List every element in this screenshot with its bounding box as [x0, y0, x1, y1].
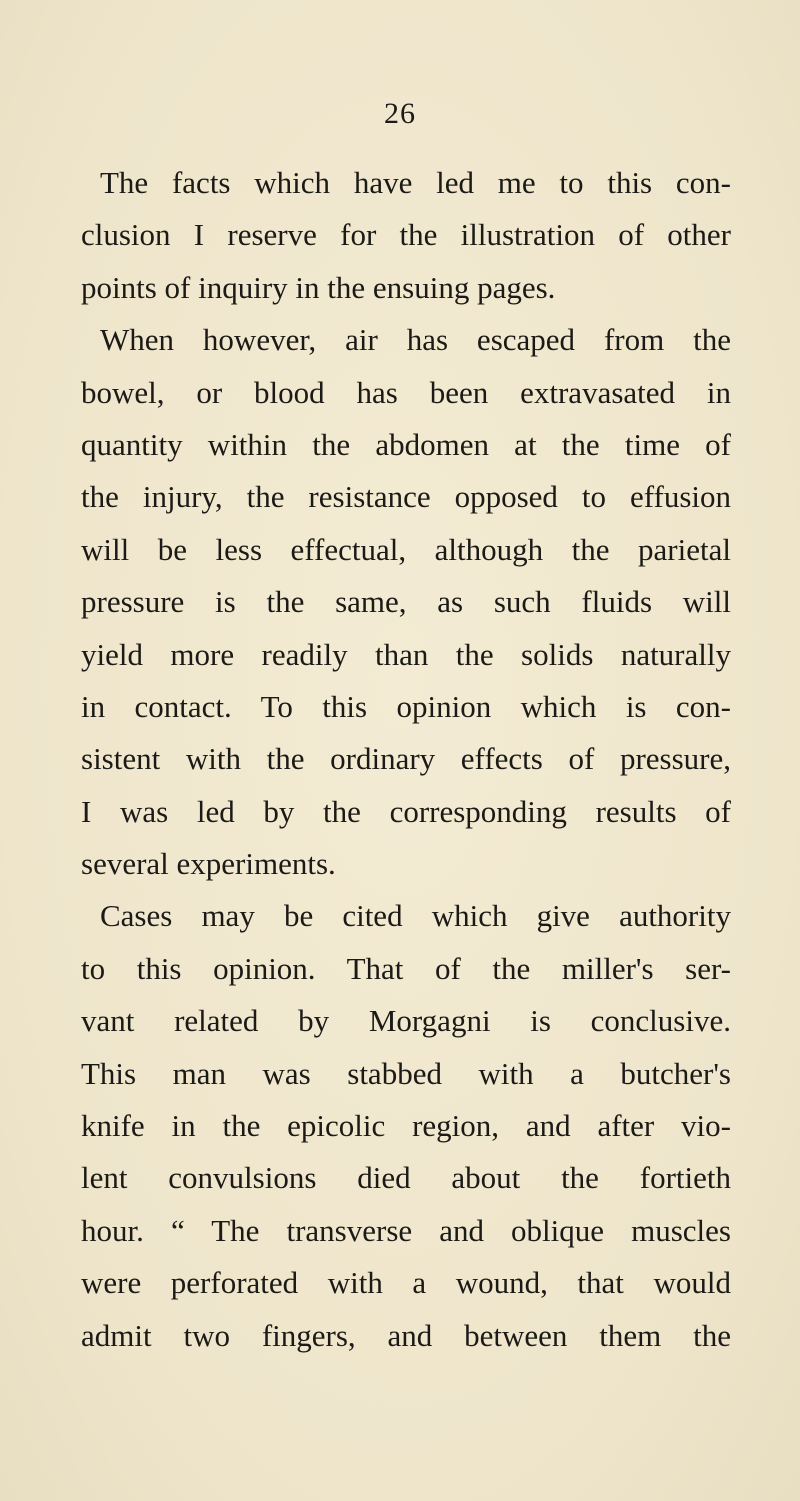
text-line: in contact. To this opinion which is con- — [81, 688, 731, 724]
text-line: bowel, or blood has been extravasated in — [81, 374, 731, 410]
text-line: the injury, the resistance opposed to effusion — [81, 479, 731, 515]
text-line: sistent with the ordinary effects of pressure, — [81, 741, 731, 777]
text-line: hour. “ The transverse and oblique muscles — [81, 1212, 731, 1248]
text-line: When however, air has escaped from the — [100, 322, 731, 358]
page-number: 26 — [384, 97, 416, 130]
text-line: to this opinion. That of the miller's ser- — [81, 950, 731, 986]
text-line: lent convulsions died about the fortieth — [81, 1160, 731, 1196]
text-line: The facts which have led me to this con- — [100, 165, 731, 200]
body-text — [81, 157, 731, 1362]
text-line: vant related by Morgagni is conclusive. — [81, 1003, 731, 1039]
text-line: points of inquiry in the ensuing pages. — [81, 269, 556, 305]
text-line: several experiments. — [81, 846, 336, 882]
text-line: clusion I reserve for the illustration of other — [81, 217, 731, 253]
text-line: will be less effectual, although the parietal — [81, 531, 731, 567]
text-line: This man was stabbed with a butcher's — [81, 1055, 731, 1091]
text-line: Cases may be cited which give authority — [100, 898, 731, 934]
text-line: quantity within the abdomen at the time of — [81, 426, 731, 462]
text-line: pressure is the same, as such fluids will — [81, 584, 731, 620]
text-line: knife in the epicolic region, and after vio- — [81, 1108, 731, 1144]
text-line: yield more readily than the solids naturally — [81, 636, 731, 672]
text-line: I was led by the corresponding results of — [81, 793, 731, 829]
text-line: were perforated with a wound, that would — [81, 1265, 731, 1301]
text-line: admit two fingers, and between them the — [81, 1317, 731, 1353]
